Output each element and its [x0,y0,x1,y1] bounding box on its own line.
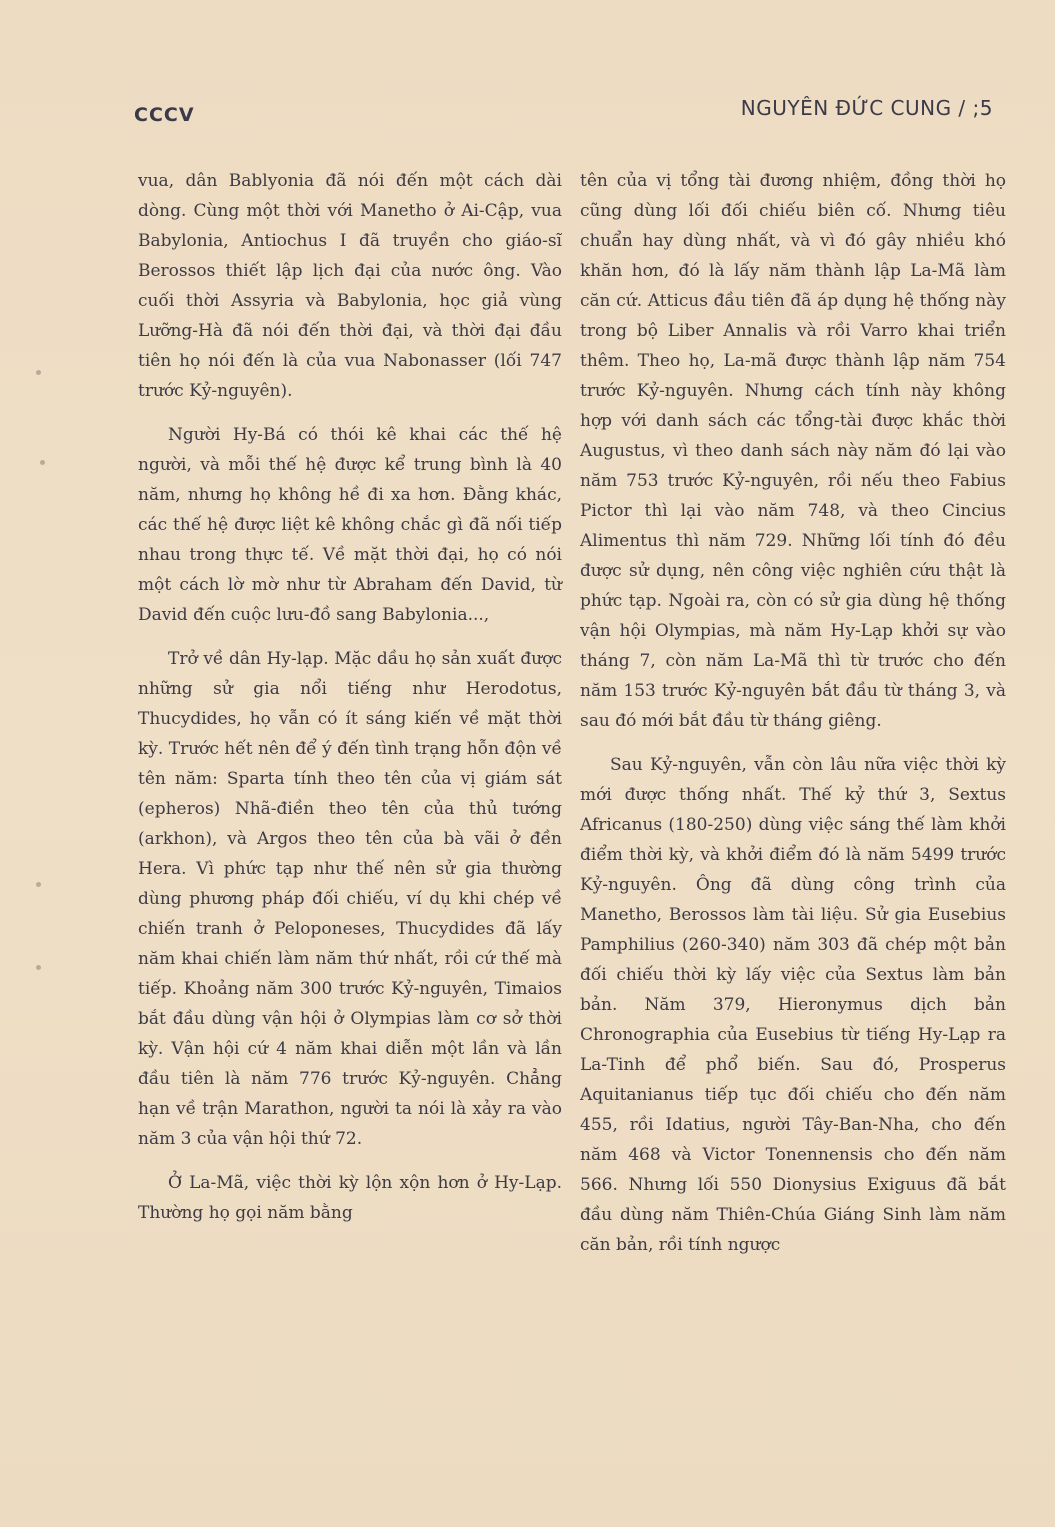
paragraph: Người Hy-Bá có thói kê khai các thế hệ người, và mỗi thế hệ được kể trung bình là 40 năm, nhưng họ không hề đi xa hơn. Đằng khác, các thế hệ được liệt kê không chắc gì đã nối tiếp nhau trong thực tế. Về mặt thời đại, họ có nói một cách lờ mờ như từ Abraham đến David, từ David đến cuộc lưu-đồ sang Babylonia..., [138,425,562,625]
paragraph: Ở La-Mã, việc thời kỳ lộn xộn hơn ở Hy-Lạp. Thường họ gọi năm bằng [138,1173,562,1223]
paper-speck [36,370,41,375]
paragraph: tên của vị tổng tài đương nhiệm, đồng thời họ cũng dùng lối đối chiếu biên cố. Nhưng tiêu chuẩn hay dùng nhất, và vì đó gây nhiều khó khăn hơn, đó là lấy năm thành lập La-Mã làm căn cứ. Atticus đầu tiên đã áp dụng hệ thống này trong bộ Liber Annalis và rồi Varro khai triển thêm. Theo họ, La-mã được thành lập năm 754 trước Kỷ-nguyên. Nhưng cách tính này không hợp với danh sách các tổng-tài được khắc thời Augustus, vì theo danh sách này năm đó lại vào năm 753 trước Kỷ-nguyên, rồi nếu theo Fabius Pictor thì lại vào năm 748, và theo Cincius Alimentus thì năm 729. Những lối tính đó đều được sử dụng, nên công việc nghiên cứu thật là phức tạp. Ngoài ra, còn có sử gia dùng hệ thống vận hội Olympias, mà năm Hy-Lạp khởi sự vào tháng 7, còn năm La-Mã thì từ trước cho đến năm 153 trước Kỷ-nguyên bắt đầu từ tháng 3, và sau đó mới bắt đầu từ tháng giêng. [580,171,1006,731]
left-column [138,166,562,1242]
paper-speck [36,965,41,970]
right-column [580,166,1006,1274]
page-header-left: CCCV [134,104,195,126]
paragraph: vua, dân Bablyonia đã nói đến một cách dài dòng. Cùng một thời với Manetho ở Ai-Cập, vua Babylonia, Antiochus I đã truyền cho giáo-sĩ Berossos thiết lập lịch đại của nước ông. Vào cuối thời Assyria và Babylonia, học giả vùng Lưỡng-Hà đã nói đến thời đại, và thời đại đầu tiên họ nói đến là của vua Nabonasser (lối 747 trước Kỷ-nguyên). [138,171,562,401]
paragraph: Sau Kỷ-nguyên, vẫn còn lâu nữa việc thời kỳ mới được thống nhất. Thế kỷ thứ 3, Sextus Africanus (180-250) dùng việc sáng thế làm khởi điểm thời kỳ, và khởi điểm đó là năm 5499 trước Kỷ-nguyên. Ông đã dùng công trình của Manetho, Berossos làm tài liệu. Sử gia Eusebius Pamphilius (260-340) năm 303 đã chép một bản đối chiếu thời kỳ lấy việc của Sextus làm bản bản. Năm 379, Hieronymus dịch bản Chronographia của Eusebius từ tiếng Hy-Lạp ra La-Tinh để phổ biến. Sau đó, Prosperus Aquitanianus tiếp tục đối chiếu cho đến năm 455, rồi Idatius, người Tây-Ban-Nha, cho đến năm 468 và Victor Tonennensis cho đến năm 566. Nhưng lối 550 Dionysius Exiguus đã bắt đầu dùng năm Thiên-Chúa Giáng Sinh làm năm căn bản, rồi tính ngược [580,755,1006,1255]
paragraph: Trở về dân Hy-lạp. Mặc dầu họ sản xuất được những sử gia nổi tiếng như Herodotus, Thucydides, họ vẫn có ít sáng kiến về mặt thời kỳ. Trước hết nên để ý đến tình trạng hỗn độn về tên năm: Sparta tính theo tên của vị giám sát (epheros) Nhã-điền theo tên của thủ tướng (arkhon), và Argos theo tên của bà vãi ở đền Hera. Vì phức tạp như thế nên sử gia thường dùng phương pháp đối chiếu, ví dụ khi chép về chiến tranh ở Peloponeses, Thucydides đã lấy năm khai chiến làm năm thứ nhất, rồi cứ thế mà tiếp. Khoảng năm 300 trước Kỷ-nguyên, Timaios bắt đầu dùng vận hội ở Olympias làm cơ sở thời kỳ. Vận hội cứ 4 năm khai diễn một lần và lần đầu tiên là năm 776 trước Kỷ-nguyên. Chẳng hạn về trận Marathon, người ta nói là xảy ra vào năm 3 của vận hội thứ 72. [138,649,562,1149]
paper-speck [36,882,41,887]
page-header-right: NGUYÊN ĐỨC CUNG / ;5 [740,96,993,120]
paper-speck [40,460,45,465]
